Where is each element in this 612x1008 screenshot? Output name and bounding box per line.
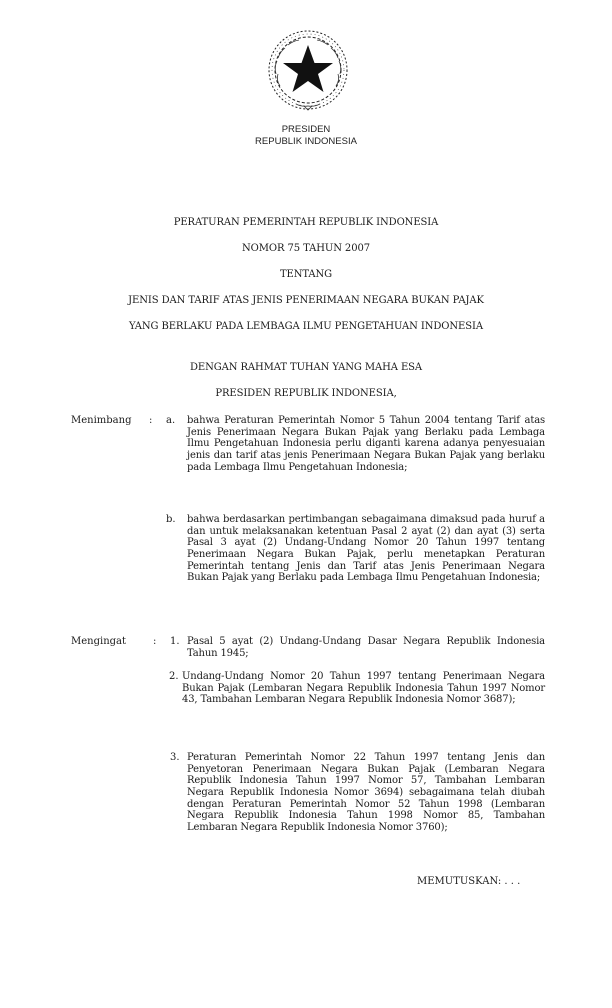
regulation-subject-line1: JENIS DAN TARIF ATAS JENIS PENERIMAAN NEGARA BUKAN PAJAK [128,295,484,306]
menimbang-b-text: bahwa berdasarkan pertimbangan sebagaimana dimaksud pada huruf a dan untuk melaksanakan ketentuan Pasal 2 ayat (2) dan ayat (3) serta Pasal 3 ayat (2) Undang-Undang Nomor 20 Tahun 1997 tentang Penerimaan Negara Bukan Pajak, perlu menetapkan Peraturan Pemerintah tentang Jenis dan Tarif atas Jenis Penerimaan Negara Bukan Pajak yang Berlaku pada Lembaga Ilmu Pengetahuan Indonesia; [187,514,545,584]
menimbang-b-marker: b. [166,514,176,525]
mengingat-3-marker: 3. [170,752,180,763]
preamble-presiden: PRESIDEN REPUBLIK INDONESIA, [215,388,397,399]
mengingat-label: Mengingat [71,636,127,647]
header-republik-indonesia: REPUBLIK INDONESIA [255,136,357,147]
memutuskan-continuation: MEMUTUSKAN: . . . [417,876,521,887]
menimbang-colon: : [149,415,153,426]
regulation-title: PERATURAN PEMERINTAH REPUBLIK INDONESIA [173,217,439,228]
preamble-rahmat: DENGAN RAHMAT TUHAN YANG MAHA ESA [189,362,423,373]
menimbang-a-text: bahwa Peraturan Pemerintah Nomor 5 Tahun 2004 tentang Tarif atas Jenis Penerimaan Negara Bukan Pajak yang Berlaku pada Lembaga Ilmu Pengetahuan Indonesia perlu diganti karena adanya penyesuaian jenis dan tarif atas jenis Penerimaan Negara Bukan Pajak yang berlaku pada Lembaga Ilmu Pengetahuan Indonesia; [187,415,545,473]
mengingat-1-marker: 1. [170,636,180,647]
mengingat-2-marker: 2. [169,671,179,682]
mengingat-colon: : [153,636,157,647]
menimbang-a-marker: a. [166,415,176,426]
header-presiden: PRESIDEN [281,124,331,135]
regulation-subject-line2: YANG BERLAKU PADA LEMBAGA ILMU PENGETAHUAN INDONESIA [129,321,483,332]
mengingat-1-text: Pasal 5 ayat (2) Undang-Undang Dasar Negara Republik Indonesia Tahun 1945; [187,636,545,659]
mengingat-2-text: Undang-Undang Nomor 20 Tahun 1997 tentang Penerimaan Negara Bukan Pajak (Lembaran Negara Republik Indonesia Tahun 1997 Nomor 43, Tambahan Lembaran Negara Republik Indonesia Nomor 3687); [182,671,545,706]
mengingat-3-text: Peraturan Pemerintah Nomor 22 Tahun 1997 tentang Jenis dan Penyetoran Penerimaan Negara Bukan Pajak (Lembaran Negara Republik Indonesia Tahun 1997 Nomor 57, Tambahan Lembaran Negara Republik Indonesia Nomor 3694) sebagaimana telah diubah dengan Peraturan Pemerintah Nomor 52 Tahun 1998 (Lembaran Negara Republik Indonesia Tahun 1998 Nomor 85, Tambahan Lembaran Negara Republik Indonesia Nomor 3760); [187,752,545,833]
regulation-tentang: TENTANG [279,269,333,280]
menimbang-label: Menimbang [71,415,132,426]
regulation-number: NOMOR 75 TAHUN 2007 [242,243,370,254]
garuda-emblem-icon [266,28,350,112]
